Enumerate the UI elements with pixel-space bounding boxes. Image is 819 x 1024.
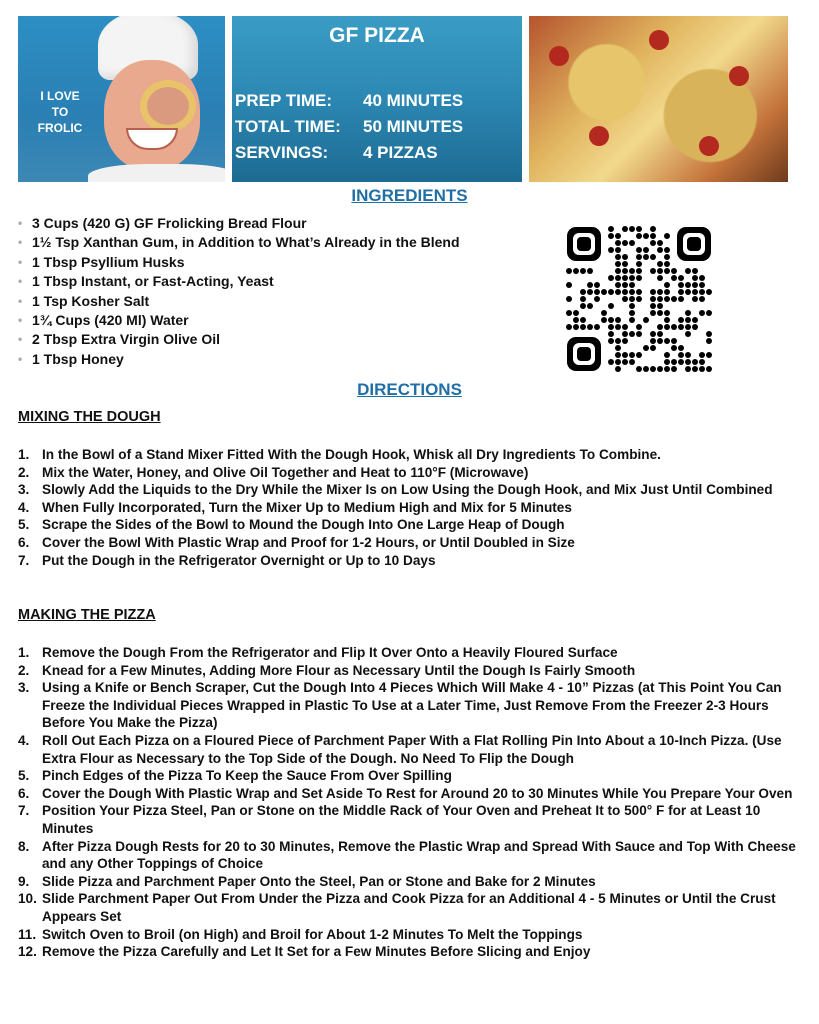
qr-dot	[685, 317, 691, 323]
qr-dot	[608, 226, 614, 232]
qr-dot	[580, 289, 586, 295]
qr-dot	[636, 275, 642, 281]
qr-dot	[601, 317, 607, 323]
step-item	[18, 679, 798, 732]
pepperoni-shape	[699, 136, 719, 156]
qr-dot	[650, 226, 656, 232]
step-text: Pinch Edges of the Pizza To Keep the Sauce From Over Spilling	[42, 768, 452, 784]
step-item	[18, 481, 798, 499]
qr-dot	[650, 345, 656, 351]
qr-dot	[664, 296, 670, 302]
qr-dot	[580, 268, 586, 274]
qr-dot	[608, 331, 614, 337]
step-number: 5.	[18, 768, 30, 784]
qr-dot	[678, 359, 684, 365]
qr-dot	[678, 296, 684, 302]
qr-dot	[643, 317, 649, 323]
qr-finder-top-right	[677, 227, 711, 261]
qr-dot	[615, 268, 621, 274]
qr-dot	[664, 317, 670, 323]
qr-dot	[636, 289, 642, 295]
qr-dot	[580, 317, 586, 323]
step-number: 1.	[18, 645, 30, 660]
step-item	[18, 943, 798, 961]
qr-dot	[692, 282, 698, 288]
qr-dot	[615, 366, 621, 372]
qr-dot	[657, 289, 663, 295]
qr-dot	[636, 366, 642, 372]
qr-dot	[650, 233, 656, 239]
qr-dot	[671, 345, 677, 351]
recipe-meta	[235, 88, 463, 166]
step-number: 5.	[18, 517, 30, 533]
qr-code[interactable]	[565, 225, 713, 373]
qr-dot	[706, 366, 712, 372]
step-text: Scrape the Sides of the Bowl to Mound the Dough Into One Large Heap of Dough	[42, 517, 565, 533]
step-number: 1.	[18, 447, 30, 462]
servings-row	[235, 140, 463, 166]
step-text: In the Bowl of a Stand Mixer Fitted With the Dough Hook, Whisk all Dry Ingredients To Combine.	[42, 447, 661, 462]
qr-dot	[629, 331, 635, 337]
qr-dot	[629, 303, 635, 309]
qr-dot	[580, 324, 586, 330]
step-text: Slide Parchment Paper Out From Under the Pizza and Cook Pizza for an Additional 4 - 5 Minutes or Until the Crust Appears Set	[42, 891, 776, 924]
qr-dot	[608, 317, 614, 323]
qr-dot	[629, 352, 635, 358]
qr-dot	[650, 296, 656, 302]
qr-dot	[622, 268, 628, 274]
pizza-photo	[529, 16, 788, 182]
servings-value: 4 PIZZAS	[363, 143, 438, 162]
step-text: Remove the Dough From the Refrigerator and Flip It Over Onto a Heavily Floured Surface	[42, 645, 618, 660]
step-item	[18, 926, 798, 944]
qr-dot	[622, 261, 628, 267]
qr-dot	[622, 296, 628, 302]
qr-dot	[601, 310, 607, 316]
qr-dot	[671, 324, 677, 330]
step-item	[18, 838, 798, 873]
ingredients-heading-wrap	[0, 186, 819, 206]
qr-dot	[608, 233, 614, 239]
qr-dot	[608, 338, 614, 344]
qr-dot	[643, 345, 649, 351]
qr-dot	[699, 366, 705, 372]
qr-dot	[657, 275, 663, 281]
step-item	[18, 534, 798, 552]
qr-dot	[601, 289, 607, 295]
ingredient-item: • 2 Tbsp Extra Virgin Olive Oil	[18, 330, 460, 349]
qr-dot	[692, 317, 698, 323]
qr-dot	[566, 324, 572, 330]
qr-dot	[706, 310, 712, 316]
qr-dot	[678, 275, 684, 281]
caption-line-1: I LOVE	[40, 89, 80, 103]
prep-time-value: 40 MINUTES	[363, 91, 464, 110]
qr-dot	[685, 359, 691, 365]
qr-dot	[573, 324, 579, 330]
step-text: Cover the Dough With Plastic Wrap and Set Aside To Rest for Around 20 to 30 Minutes While You Prepare Your Oven	[42, 785, 793, 801]
step-text: Mix the Water, Honey, and Olive Oil Together and Heat to 110°F (Microwave)	[42, 464, 529, 480]
qr-dot	[650, 254, 656, 260]
qr-dot	[671, 275, 677, 281]
qr-dot	[636, 247, 642, 253]
qr-dot	[678, 324, 684, 330]
qr-dot	[629, 289, 635, 295]
qr-dot	[664, 261, 670, 267]
qr-dot	[692, 275, 698, 281]
step-number: 6.	[18, 785, 30, 801]
qr-dot	[671, 296, 677, 302]
qr-dot	[657, 247, 663, 253]
step-item	[18, 552, 798, 570]
qr-finder-bottom-left	[567, 337, 601, 371]
step-number: 8.	[18, 838, 30, 854]
qr-dot	[629, 296, 635, 302]
qr-dot	[699, 296, 705, 302]
qr-dot	[699, 275, 705, 281]
ingredient-item: • 1 Tbsp Honey	[18, 350, 460, 369]
pepperoni-shape	[649, 30, 669, 50]
photo-caption	[28, 88, 92, 136]
step-number: 9.	[18, 873, 30, 889]
prep-time-label: PREP TIME:	[235, 91, 332, 110]
qr-dot	[664, 247, 670, 253]
qr-dot	[685, 352, 691, 358]
qr-dot	[657, 296, 663, 302]
qr-dot	[671, 359, 677, 365]
qr-dot	[664, 254, 670, 260]
qr-dot	[706, 338, 712, 344]
qr-dot	[678, 352, 684, 358]
qr-dot	[671, 366, 677, 372]
making-heading: MAKING THE PIZZA	[18, 607, 156, 623]
qr-dot	[657, 303, 663, 309]
qr-dot	[664, 310, 670, 316]
qr-dot	[692, 268, 698, 274]
qr-dot	[678, 317, 684, 323]
mixing-steps	[18, 446, 798, 569]
ingredient-item: • 1 Tsp Kosher Salt	[18, 292, 460, 311]
qr-dot	[587, 268, 593, 274]
qr-dot	[671, 268, 677, 274]
qr-dot	[615, 254, 621, 260]
qr-dot	[643, 366, 649, 372]
qr-dot	[587, 289, 593, 295]
qr-dot	[706, 352, 712, 358]
qr-finder-top-left	[567, 227, 601, 261]
qr-dot	[629, 282, 635, 288]
qr-dot	[664, 352, 670, 358]
qr-dot	[636, 233, 642, 239]
step-text: Using a Knife or Bench Scraper, Cut the Dough Into 4 Pieces Which Will Make 4 - 10” Pizzas (at This Point You Can Freeze the Individual Pieces Wrapped in Plastic To Use at a Later Time, Just Remove From the Freezer 2-3 Hours Before You Make the Pizza)	[42, 680, 782, 731]
qr-dot	[629, 268, 635, 274]
qr-dot	[636, 268, 642, 274]
qr-dot	[622, 240, 628, 246]
qr-dot	[608, 247, 614, 253]
step-text: Position Your Pizza Steel, Pan or Stone on the Middle Rack of Your Oven and Preheat It to 500° F for at Least 10 Minutes	[42, 803, 761, 836]
qr-dot	[608, 324, 614, 330]
qr-dot	[664, 289, 670, 295]
qr-dot	[615, 233, 621, 239]
qr-dot	[685, 331, 691, 337]
qr-dot	[664, 359, 670, 365]
ingredients-list	[18, 214, 460, 369]
qr-dot	[678, 282, 684, 288]
qr-dot	[685, 289, 691, 295]
qr-dot	[566, 282, 572, 288]
qr-dot	[699, 289, 705, 295]
ingredient-item: • 1 Tbsp Instant, or Fast-Acting, Yeast	[18, 272, 460, 291]
step-item	[18, 499, 798, 517]
step-text: Remove the Pizza Carefully and Let It Set for a Few Minutes Before Slicing and Enjoy	[42, 944, 591, 960]
qr-dot	[650, 366, 656, 372]
qr-dot	[615, 324, 621, 330]
qr-dot	[657, 331, 663, 337]
step-number: 7.	[18, 552, 30, 568]
qr-dot	[685, 324, 691, 330]
shirt-shape	[88, 164, 225, 182]
qr-dot	[608, 303, 614, 309]
step-number: 4.	[18, 732, 30, 748]
qr-dot	[650, 338, 656, 344]
qr-dot	[573, 268, 579, 274]
qr-dot	[699, 352, 705, 358]
qr-dot	[678, 345, 684, 351]
qr-dot	[636, 254, 642, 260]
ingredient-item: • 3 Cups (420 G) GF Frolicking Bread Flour	[18, 214, 460, 233]
recipe-title: GF PIZZA	[329, 24, 425, 47]
qr-dot	[664, 324, 670, 330]
qr-dot	[685, 310, 691, 316]
qr-dot	[692, 296, 698, 302]
qr-dot	[699, 310, 705, 316]
qr-dot	[615, 338, 621, 344]
qr-dot	[629, 275, 635, 281]
step-number: 6.	[18, 534, 30, 550]
qr-dot	[615, 247, 621, 253]
qr-dot	[650, 331, 656, 337]
qr-dot	[685, 268, 691, 274]
step-item	[18, 446, 798, 464]
qr-dot	[636, 261, 642, 267]
qr-dot	[636, 352, 642, 358]
step-item	[18, 802, 798, 837]
caption-line-2: TO	[51, 105, 69, 119]
mixing-heading: MIXING THE DOUGH	[18, 409, 161, 425]
step-number: 3.	[18, 680, 30, 696]
qr-dot	[580, 303, 586, 309]
total-time-row	[235, 114, 463, 140]
qr-dot	[608, 289, 614, 295]
step-number: 7.	[18, 803, 30, 819]
qr-dot	[622, 289, 628, 295]
qr-dot	[692, 289, 698, 295]
pepperoni-shape	[549, 46, 569, 66]
qr-dot	[622, 282, 628, 288]
qr-dot	[692, 366, 698, 372]
step-number: 11.	[18, 926, 37, 942]
qr-dot	[650, 268, 656, 274]
qr-dot	[636, 331, 642, 337]
qr-dot	[608, 275, 614, 281]
qr-dot	[664, 366, 670, 372]
qr-dot	[622, 226, 628, 232]
qr-dot	[657, 261, 663, 267]
qr-dot	[629, 226, 635, 232]
qr-dot	[650, 303, 656, 309]
qr-dot	[615, 352, 621, 358]
qr-dot	[615, 275, 621, 281]
qr-dot	[664, 338, 670, 344]
step-item	[18, 732, 798, 767]
step-item	[18, 785, 798, 803]
qr-dot	[678, 289, 684, 295]
step-item	[18, 516, 798, 534]
qr-dot	[573, 317, 579, 323]
qr-dot	[629, 359, 635, 365]
qr-dot	[650, 310, 656, 316]
qr-dot	[706, 289, 712, 295]
qr-dot	[636, 296, 642, 302]
directions-heading: DIRECTIONS	[357, 380, 462, 399]
qr-dot	[615, 240, 621, 246]
qr-dot	[657, 338, 663, 344]
qr-dot	[573, 310, 579, 316]
qr-dot	[650, 289, 656, 295]
servings-label: SERVINGS:	[235, 143, 329, 162]
qr-dot	[622, 275, 628, 281]
qr-dot	[615, 359, 621, 365]
step-text: Slide Pizza and Parchment Paper Onto the Steel, Pan or Stone and Bake for 2 Minutes	[42, 873, 596, 889]
qr-dot	[622, 324, 628, 330]
step-text: Put the Dough in the Refrigerator Overnight or Up to 10 Days	[42, 552, 436, 568]
step-text: Knead for a Few Minutes, Adding More Flour as Necessary Until the Dough Is Fairly Smooth	[42, 662, 636, 678]
qr-dot	[671, 338, 677, 344]
qr-dot	[587, 282, 593, 288]
qr-dot	[629, 310, 635, 316]
step-item	[18, 464, 798, 482]
step-number: 12.	[18, 944, 37, 960]
making-steps	[18, 644, 798, 961]
qr-dot	[664, 268, 670, 274]
qr-dot	[615, 282, 621, 288]
step-number: 3.	[18, 482, 30, 498]
qr-dot	[643, 233, 649, 239]
qr-dot	[622, 352, 628, 358]
chef-photo	[18, 16, 225, 182]
recipe-header	[18, 16, 788, 183]
qr-dot	[587, 303, 593, 309]
qr-dot	[657, 240, 663, 246]
qr-dot	[685, 282, 691, 288]
step-item	[18, 873, 798, 891]
qr-dot	[636, 324, 642, 330]
qr-dot	[615, 345, 621, 351]
qr-dot	[580, 296, 586, 302]
qr-dot	[622, 254, 628, 260]
step-item	[18, 644, 798, 662]
step-number: 2.	[18, 662, 30, 678]
qr-dot	[594, 282, 600, 288]
qr-dot	[664, 233, 670, 239]
qr-dot	[643, 247, 649, 253]
qr-dot	[657, 268, 663, 274]
step-text: When Fully Incorporated, Turn the Mixer Up to Medium High and Mix for 5 Minutes	[42, 499, 572, 515]
qr-dot	[566, 310, 572, 316]
qr-dot	[692, 359, 698, 365]
qr-dot	[594, 296, 600, 302]
qr-dot	[615, 317, 621, 323]
qr-dot	[629, 240, 635, 246]
qr-dot	[692, 324, 698, 330]
ingredient-item: • 1½ Tsp Xanthan Gum, in Addition to What’s Already in the Blend	[18, 233, 460, 252]
prep-time-row	[235, 88, 463, 114]
step-text: Switch Oven to Broil (on High) and Broil for About 1-2 Minutes To Melt the Toppings	[42, 926, 583, 942]
qr-dot	[657, 324, 663, 330]
pepperoni-shape	[729, 66, 749, 86]
caption-line-3: FROLIC	[37, 121, 83, 135]
qr-dot	[608, 359, 614, 365]
step-text: Slowly Add the Liquids to the Dry While the Mixer Is on Low Using the Dough Hook, and Mix Just Until Combined	[42, 482, 773, 498]
qr-dot	[566, 296, 572, 302]
step-number: 10.	[18, 891, 37, 907]
step-item	[18, 890, 798, 925]
qr-dot	[594, 289, 600, 295]
qr-dot	[699, 359, 705, 365]
qr-dot	[706, 331, 712, 337]
ingredients-heading: INGREDIENTS	[351, 186, 468, 205]
title-panel	[232, 16, 522, 182]
ingredient-item: • 1 Tbsp Psyllium Husks	[18, 253, 460, 272]
step-number: 2.	[18, 464, 30, 480]
step-text: Roll Out Each Pizza on a Floured Piece of Parchment Paper With a Flat Rolling Pin Into About a 10-Inch Pizza. (Use Extra Flour as Necessary to the Top Side of the Dough. No Need To Flip the Dough	[42, 732, 782, 766]
qr-dot	[566, 268, 572, 274]
qr-dot	[629, 317, 635, 323]
total-time-value: 50 MINUTES	[363, 117, 464, 136]
qr-dot	[587, 324, 593, 330]
qr-dot	[664, 282, 670, 288]
step-item	[18, 662, 798, 680]
pasta-ring-shape	[140, 80, 196, 132]
qr-dot	[643, 254, 649, 260]
pepperoni-shape	[589, 126, 609, 146]
qr-dot	[636, 226, 642, 232]
qr-dot	[650, 240, 656, 246]
qr-dot	[622, 338, 628, 344]
qr-dot	[622, 359, 628, 365]
step-item	[18, 767, 798, 785]
qr-dot	[657, 366, 663, 372]
step-number: 4.	[18, 499, 30, 515]
directions-heading-wrap	[0, 380, 819, 400]
ingredient-item: • 1¾ Cups (420 Ml) Water	[18, 311, 460, 330]
qr-dot	[594, 324, 600, 330]
qr-dot	[622, 331, 628, 337]
step-text: Cover the Bowl With Plastic Wrap and Proof for 1-2 Hours, or Until Doubled in Size	[42, 534, 575, 550]
qr-dot	[657, 310, 663, 316]
qr-dot	[615, 289, 621, 295]
total-time-label: TOTAL TIME:	[235, 117, 341, 136]
qr-dot	[685, 366, 691, 372]
qr-dot	[699, 282, 705, 288]
step-text: After Pizza Dough Rests for 20 to 30 Minutes, Remove the Plastic Wrap and Spread With Sauce and Top With Cheese and any Other Toppings of Choice	[42, 838, 796, 872]
qr-dot	[615, 261, 621, 267]
